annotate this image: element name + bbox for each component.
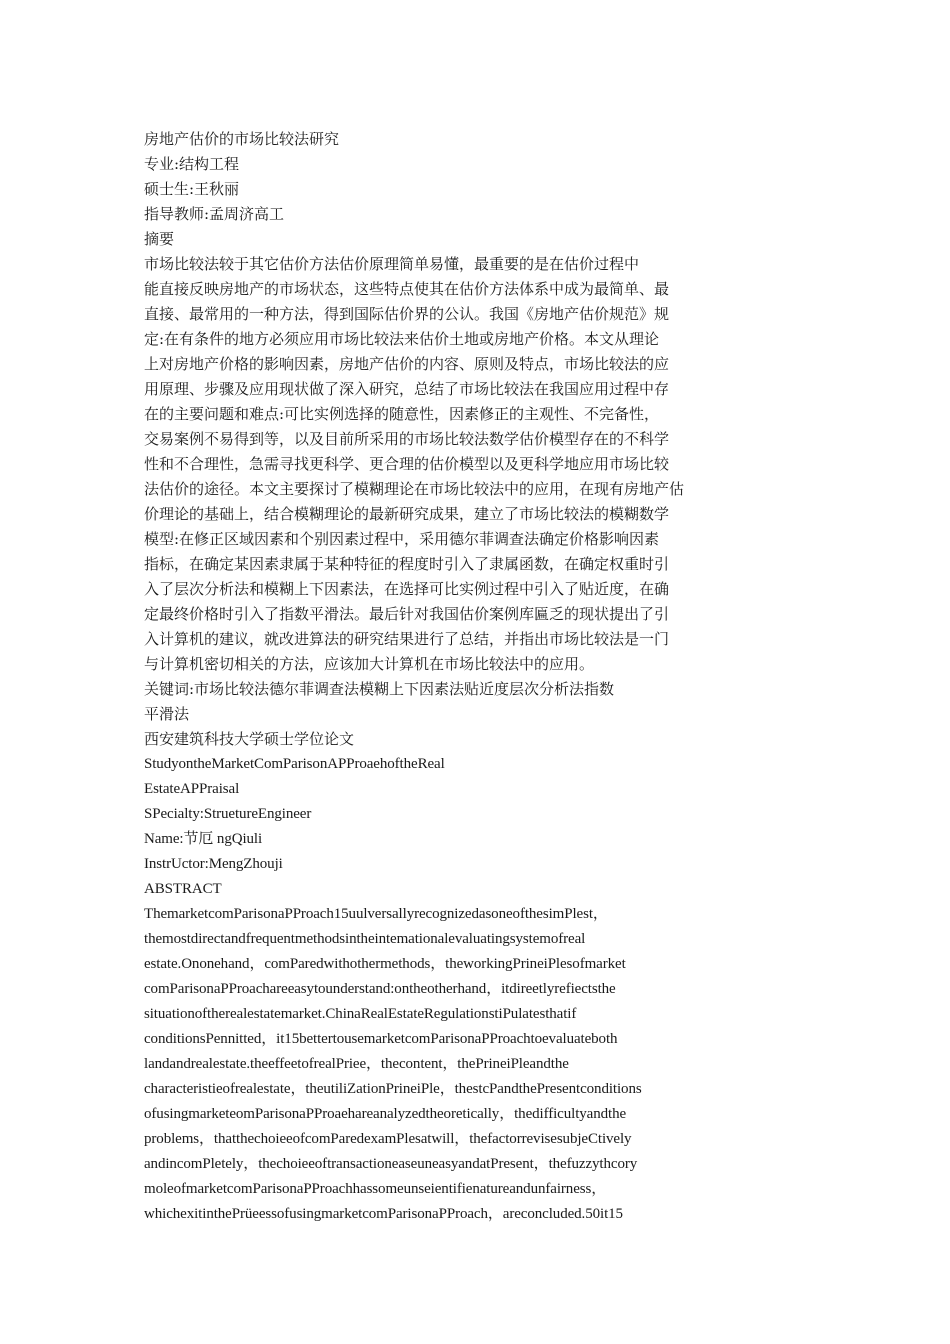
student-line: 硕士生:王秋丽: [144, 180, 240, 198]
abstract-line-en: moleofmarketcomParisonaPProachhassomeunseientifienatureandunfairness，: [144, 1181, 607, 1197]
university-line: 西安建筑科技大学硕士学位论文: [144, 730, 355, 748]
abstract-line-zh: 定最终价格时引入了指数平滑法。最后针对我国估价案例库匾乏的现状提出了引: [144, 605, 670, 623]
abstract-line-en: situationoftherealestatemarket.ChinaRealEstateRegulationstiPulatesthatif: [144, 1006, 577, 1022]
abstract-line-en: estate.Ononehand，comParedwithothermethods，theworkingPrineiPlesofmarket: [144, 956, 626, 972]
document-page: [144, 127, 844, 1227]
abstract-line-zh: 直接、最常用的一种方法，得到国际估价界的公认。我国《房地产估价规范》规: [144, 305, 670, 323]
abstract-line-en: ThemarketcomParisonaPProach15uulversallyrecognizedasoneofthesimPlest，: [144, 906, 608, 922]
thesis-title-en: StudyontheMarketComParisonAPProaehoftheReal: [144, 756, 445, 772]
specialty-line: SPecialty:StruetureEngineer: [144, 806, 312, 822]
abstract-line-zh: 在的主要问题和难点:可比实例选择的随意性，因素修正的主观性、不完备性，: [144, 405, 660, 423]
abstract-line-en: conditionsPennitted，it15bettertousemarketcomParisonaPProachtoevaluateboth: [144, 1031, 618, 1047]
english-section: [144, 752, 844, 1227]
chinese-section: [144, 127, 844, 752]
advisor-line: 指导教师:孟周济高工: [144, 205, 285, 223]
thesis-title-zh: 房地产估价的市场比较法研究: [144, 130, 340, 148]
abstract-line-zh: 市场比较法较于其它估价方法估价原理简单易懂，最重要的是在估价过程中: [144, 255, 640, 273]
abstract-line-zh: 定:在有条件的地方必须应用市场比较法来估价土地或房地产价格。本文从理论: [144, 330, 660, 348]
abstract-line-zh: 入了层次分析法和模糊上下因素法，在选择可比实例过程中引入了贴近度，在确: [144, 580, 670, 598]
abstract-line-zh: 能直接反映房地产的市场状态，这些特点使其在估价方法体系中成为最简单、最: [144, 280, 670, 298]
abstract-line-en: comParisonaPProachareeasytounderstand:ontheotherhand，itdireetlyrefiectsthe: [144, 981, 616, 997]
abstract-line-zh: 入计算机的建议，就改进算法的研究结果进行了总结，并指出市场比较法是一门: [144, 630, 670, 648]
abstract-line-zh: 交易案例不易得到等，以及目前所采用的市场比较法数学估价模型存在的不科学: [144, 430, 670, 448]
abstract-heading-en: ABSTRACT: [144, 881, 222, 897]
abstract-line-en: landandrealestate.theeffeetofrealPriee，thecontent，thePrineiPleandthe: [144, 1056, 569, 1072]
abstract-line-zh: 性和不合理性，急需寻找更科学、更合理的估价模型以及更科学地应用市场比较: [144, 455, 670, 473]
abstract-line-zh: 模型:在修正区域因素和个别因素过程中，采用德尔菲调查法确定价格影响因素: [144, 530, 660, 548]
major-line: 专业:结构工程: [144, 155, 240, 173]
abstract-line-en: problems，thatthechoieeofcomParedexamPlesatwill，thefactorrevisesubjeCtively: [144, 1131, 632, 1147]
abstract-line-en: characteristieofrealestate，theutiliZationPrineiPle，thestcPandthePresentconditions: [144, 1081, 642, 1097]
abstract-line-en: andincomPletely，thechoieeoftransactioneaseuneasyandatPresent，thefuzzythcory: [144, 1156, 638, 1172]
keywords-line-continued: 平滑法: [144, 705, 190, 723]
abstract-line-en: themostdirectandfrequentmethodsintheintemationalevaluatingsystemofreal: [144, 931, 586, 947]
abstract-line-zh: 法估价的途径。本文主要探讨了模糊理论在市场比较法中的应用，在现有房地产估: [144, 480, 685, 498]
abstract-heading-zh: 摘要: [144, 230, 175, 248]
name-line: Name:节厄 ngQiuli: [144, 831, 263, 847]
abstract-line-zh: 用原理、步骤及应用现状做了深入研究，总结了市场比较法在我国应用过程中存: [144, 380, 670, 398]
abstract-line-zh: 上对房地产价格的影响因素，房地产估价的内容、原则及特点，市场比较法的应: [144, 355, 670, 373]
abstract-line-en: ofusingmarketeomParisonaPProaehareanalyzedtheoretically，thedifficultyandthe: [144, 1106, 627, 1122]
thesis-title-en-continued: EstateAPPraisal: [144, 781, 240, 797]
abstract-line-zh: 指标，在确定某因素隶属于某种特征的程度时引入了隶属函数，在确定权重时引: [144, 555, 670, 573]
keywords-line: 关键词:市场比较法德尔菲调查法模糊上下因素法贴近度层次分析法指数: [144, 680, 615, 698]
abstract-line-zh: 与计算机密切相关的方法，应该加大计算机在市场比较法中的应用。: [144, 655, 595, 673]
abstract-line-zh: 价理论的基础上，结合模糊理论的最新研究成果，建立了市场比较法的模糊数学: [144, 505, 670, 523]
instructor-line: InstrUctor:MengZhouji: [144, 856, 283, 872]
abstract-line-en: whichexitinthePrüeessofusingmarketcomParisonaPProach，areconcluded.50it15: [144, 1206, 623, 1222]
